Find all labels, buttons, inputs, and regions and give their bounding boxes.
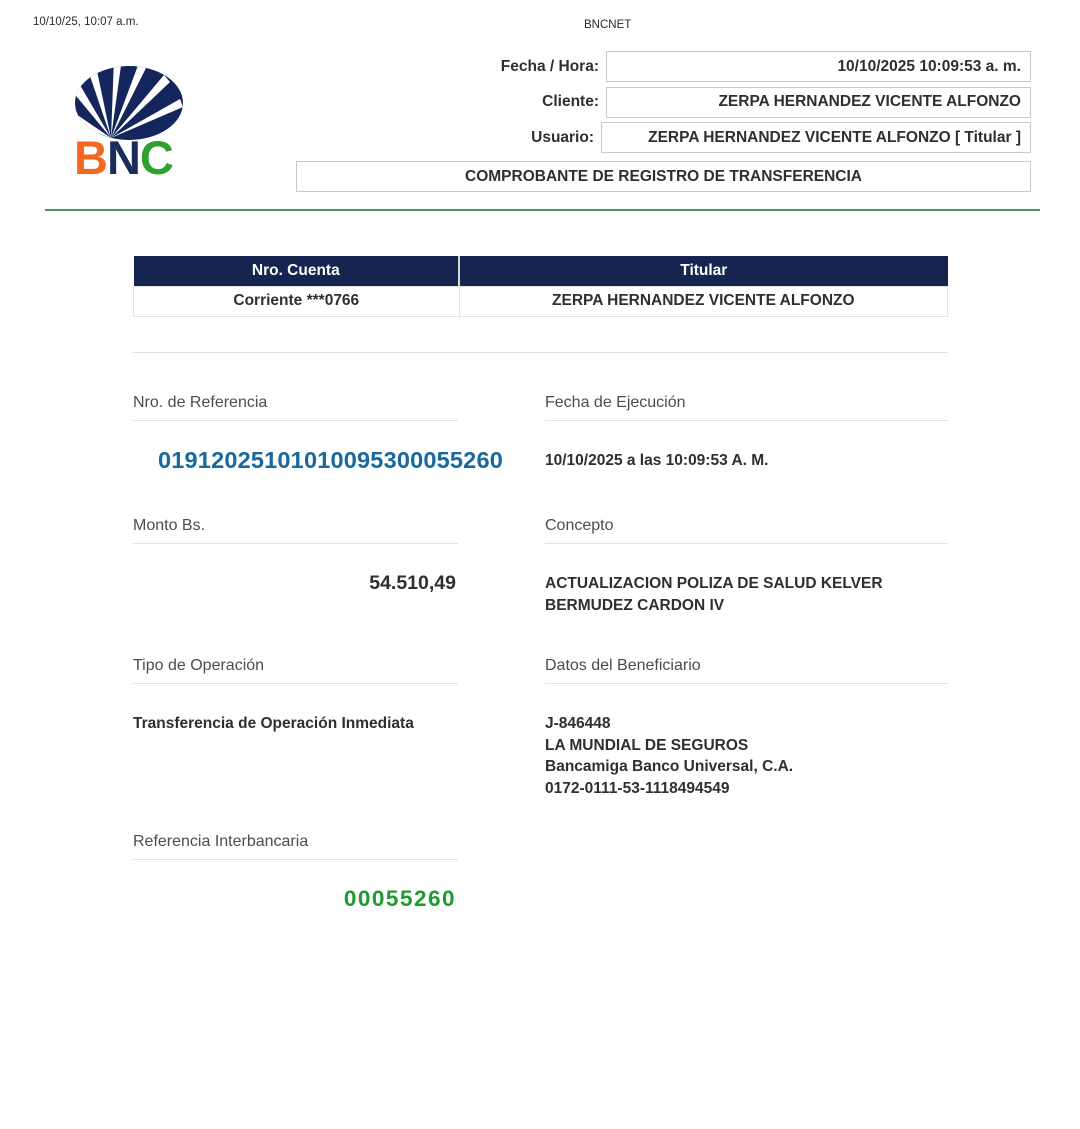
logo-letter-b: B [74,131,107,178]
green-divider [45,209,1040,211]
account-table [133,256,948,317]
operation-type-section [133,657,458,735]
receipt-title: COMPROBANTE DE REGISTRO DE TRANSFERENCIA [296,161,1031,192]
beneficiary-account: 0172-0111-53-1118494549 [545,779,730,797]
cliente-label: Cliente: [542,93,599,110]
logo-text [74,131,173,178]
header-fields [501,51,1031,153]
fecha-hora-value-box: 10/10/2025 10:09:53 a. m. [606,51,1031,82]
amount-label: Monto Bs. [133,517,458,544]
print-header-datetime: 10/10/25, 10:07 a.m. [33,16,139,28]
receipt-details [133,352,948,912]
execution-date-label: Fecha de Ejecución [545,394,948,421]
interbank-reference-section [133,833,458,912]
field-row-fecha-hora [501,51,1031,82]
cliente-value-box: ZERPA HERNANDEZ VICENTE ALFONZO [606,87,1031,118]
logo-letter-n: N [106,131,140,178]
account-holder-header: Titular [459,256,947,286]
reference-section [133,394,503,474]
interbank-reference-label: Referencia Interbancaria [133,833,458,860]
interbank-reference-value: 00055260 [343,886,456,911]
operation-type-value: Transferencia de Operación Inmediata [133,715,414,732]
field-row-cliente [542,87,1031,118]
beneficiary-bank: Bancamiga Banco Universal, C.A. [545,758,794,775]
details-row-operation [133,657,948,833]
execution-date-value: 10/10/2025 a las 10:09:53 A. M. [545,452,769,469]
details-row-amount [133,517,948,657]
execution-date-section [545,394,948,472]
amount-value: 54.510,49 [369,572,456,594]
fecha-hora-label: Fecha / Hora: [500,57,599,75]
logo-letter-c: C [139,131,173,178]
details-row-interbank [133,833,948,912]
beneficiary-label: Datos del Beneficiario [545,657,948,684]
details-row-reference [133,394,948,517]
beneficiary-section [545,657,948,799]
reference-label: Nro. de Referencia [133,394,458,421]
table-row [134,286,948,316]
concept-section [545,517,948,616]
account-number-header: Nro. Cuenta [134,256,460,286]
beneficiary-details [545,713,948,799]
beneficiary-name: LA MUNDIAL DE SEGUROS [545,736,749,754]
beneficiary-tax-id: J-846448 [545,715,611,732]
usuario-label: Usuario: [531,128,594,146]
concept-label: Concepto [545,517,948,544]
bnc-logo [66,64,184,178]
account-number-cell: Corriente ***0766 [134,286,460,316]
field-row-usuario [531,122,1031,153]
operation-type-label: Tipo de Operación [133,657,458,684]
usuario-value-box: ZERPA HERNANDEZ VICENTE ALFONZO [ Titular ] [601,122,1031,153]
account-table-header-row [134,256,948,286]
amount-section [133,517,458,595]
account-holder-cell: ZERPA HERNANDEZ VICENTE ALFONZO [459,286,947,316]
reference-number: 01912025101010095300055260 [157,447,503,473]
print-header-site: BNCNET [584,19,632,31]
concept-value: ACTUALIZACION POLIZA DE SALUD KELVER BERMUDEZ CARDON IV [545,575,883,614]
